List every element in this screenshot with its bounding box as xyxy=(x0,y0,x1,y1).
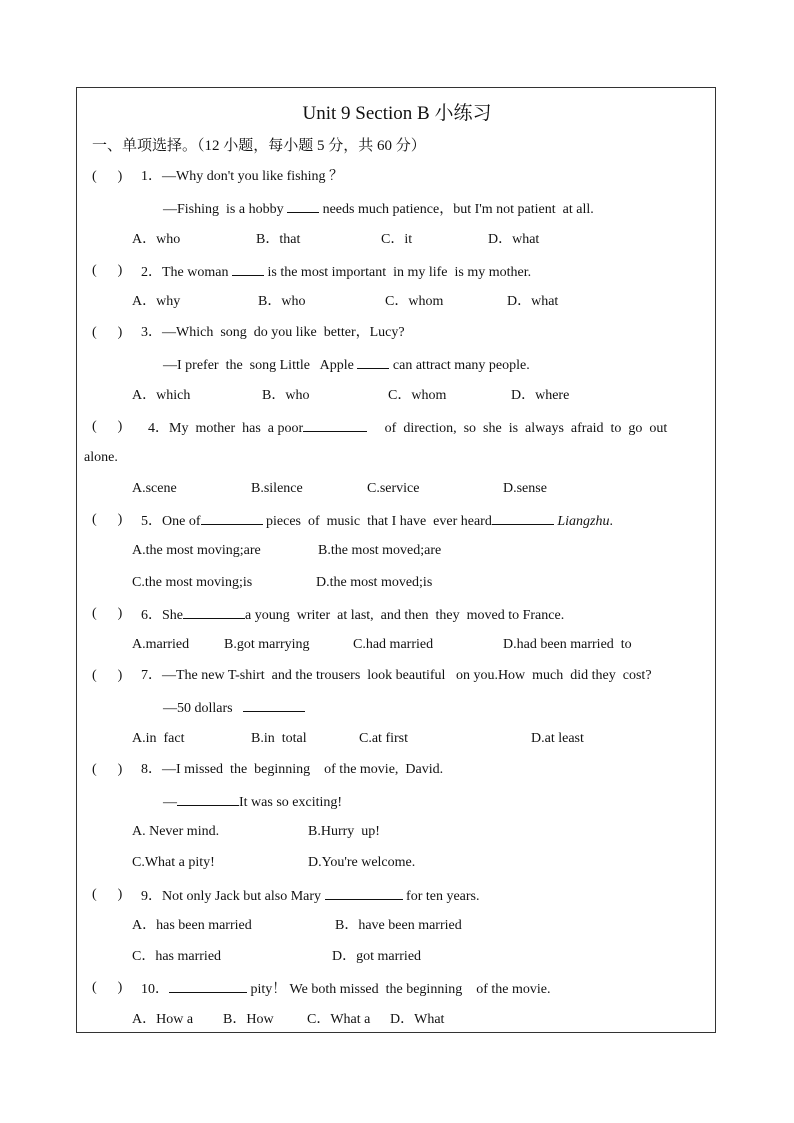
question-7: 7．—The new T-shirt and the trousers look beautiful on you.How much did they cost? xyxy=(141,668,652,683)
question-1-line2: —Fishing is a hobby needs much patience，but I'm not patient at all. xyxy=(163,199,594,219)
option-9d: D．got married xyxy=(332,949,422,964)
option-10d: D．What xyxy=(390,1012,445,1027)
question-7-line2: —50 dollars xyxy=(163,698,305,718)
option-5d: D.the most moved;is xyxy=(316,575,433,590)
option-2a: A．why xyxy=(132,294,181,309)
option-7a: A.in fact xyxy=(132,731,185,746)
option-2b: B．who xyxy=(258,294,306,309)
option-3a: A．which xyxy=(132,388,191,403)
option-10c: C．What a xyxy=(307,1012,371,1027)
option-3b: B．who xyxy=(262,388,310,403)
question-2: 2．The woman is the most important in my life is my mother. xyxy=(141,262,531,282)
question-4-cont: alone. xyxy=(84,450,118,465)
question-8-line2: — It was so exciting! xyxy=(163,792,342,812)
blank xyxy=(201,511,263,525)
option-6a: A.married xyxy=(132,637,190,652)
option-6c: C.had married xyxy=(353,637,434,652)
blank xyxy=(303,418,367,432)
option-6d: D.had been married to xyxy=(503,637,632,652)
option-2c: C．whom xyxy=(385,294,444,309)
question-7-paren: ( ) xyxy=(92,668,123,683)
option-4b: B.silence xyxy=(251,481,303,496)
option-6b: B.got marrying xyxy=(224,637,310,652)
section-heading: 一、单项选择。（12 小题，每小题 5 分，共 60 分） xyxy=(92,138,426,154)
question-3-line2: —I prefer the song Little Apple can attract many people. xyxy=(163,355,530,375)
option-7c: C.at first xyxy=(359,731,408,746)
option-10a: A．How a xyxy=(132,1012,194,1027)
question-10: 10． pity！ We both missed the beginning of the movie. xyxy=(141,979,550,999)
blank xyxy=(325,886,403,900)
blank xyxy=(169,979,247,993)
option-4c: C.service xyxy=(367,481,420,496)
option-8c: C.What a pity! xyxy=(132,855,215,870)
question-8: 8．—I missed the beginning of the movie, David. xyxy=(141,762,444,777)
option-8b: B.Hurry up! xyxy=(308,824,380,839)
option-1d: D．what xyxy=(488,232,540,247)
blank xyxy=(232,262,264,276)
option-7b: B.in total xyxy=(251,731,307,746)
option-4a: A.scene xyxy=(132,481,177,496)
blank xyxy=(357,355,389,369)
option-8a: A. Never mind. xyxy=(132,824,220,839)
question-2-paren: ( ) xyxy=(92,263,123,278)
question-9: 9．Not only Jack but also Mary for ten years. xyxy=(141,886,480,906)
question-8-paren: ( ) xyxy=(92,762,123,777)
option-4d: D.sense xyxy=(503,481,547,496)
question-1-paren: ( ) xyxy=(92,169,123,184)
option-5a: A.the most moving;are xyxy=(132,543,261,558)
option-2d: D．what xyxy=(507,294,559,309)
page-title: Unit 9 Section B 小练习 xyxy=(302,103,492,124)
option-10b: B．How xyxy=(223,1012,274,1027)
option-5c: C.the most moving;is xyxy=(132,575,253,590)
blank xyxy=(177,792,239,806)
blank xyxy=(243,698,305,712)
question-4-paren: ( ) xyxy=(92,419,123,434)
question-6-paren: ( ) xyxy=(92,606,123,621)
option-7d: D.at least xyxy=(531,731,584,746)
question-5-paren: ( ) xyxy=(92,512,123,527)
question-9-paren: ( ) xyxy=(92,887,123,902)
option-9c: C．has married xyxy=(132,949,222,964)
question-10-paren: ( ) xyxy=(92,980,123,995)
option-9b: B．have been married xyxy=(335,918,462,933)
option-1b: B．that xyxy=(256,232,301,247)
blank xyxy=(287,199,319,213)
question-5: 5．One of pieces of music that I have ever heard Liangzhu. xyxy=(141,511,613,531)
option-1a: A．who xyxy=(132,232,181,247)
option-5b: B.the most moved;are xyxy=(318,543,442,558)
option-3c: C．whom xyxy=(388,388,447,403)
blank xyxy=(183,605,245,619)
option-3d: D．where xyxy=(511,388,570,403)
question-1: 1．—Why don't you like fishing ？ xyxy=(141,169,344,184)
question-4: 4．My mother has a poor of direction, so she is always afraid to go out xyxy=(148,418,667,438)
blank xyxy=(492,511,554,525)
option-8d: D.You're welcome. xyxy=(308,855,416,870)
option-9a: A．has been married xyxy=(132,918,252,933)
question-3-paren: ( ) xyxy=(92,325,123,340)
option-1c: C．it xyxy=(381,232,413,247)
question-6: 6．She a young writer at last, and then they moved to France. xyxy=(141,605,564,625)
question-3: 3．—Which song do you like better，Lucy? xyxy=(141,325,405,340)
